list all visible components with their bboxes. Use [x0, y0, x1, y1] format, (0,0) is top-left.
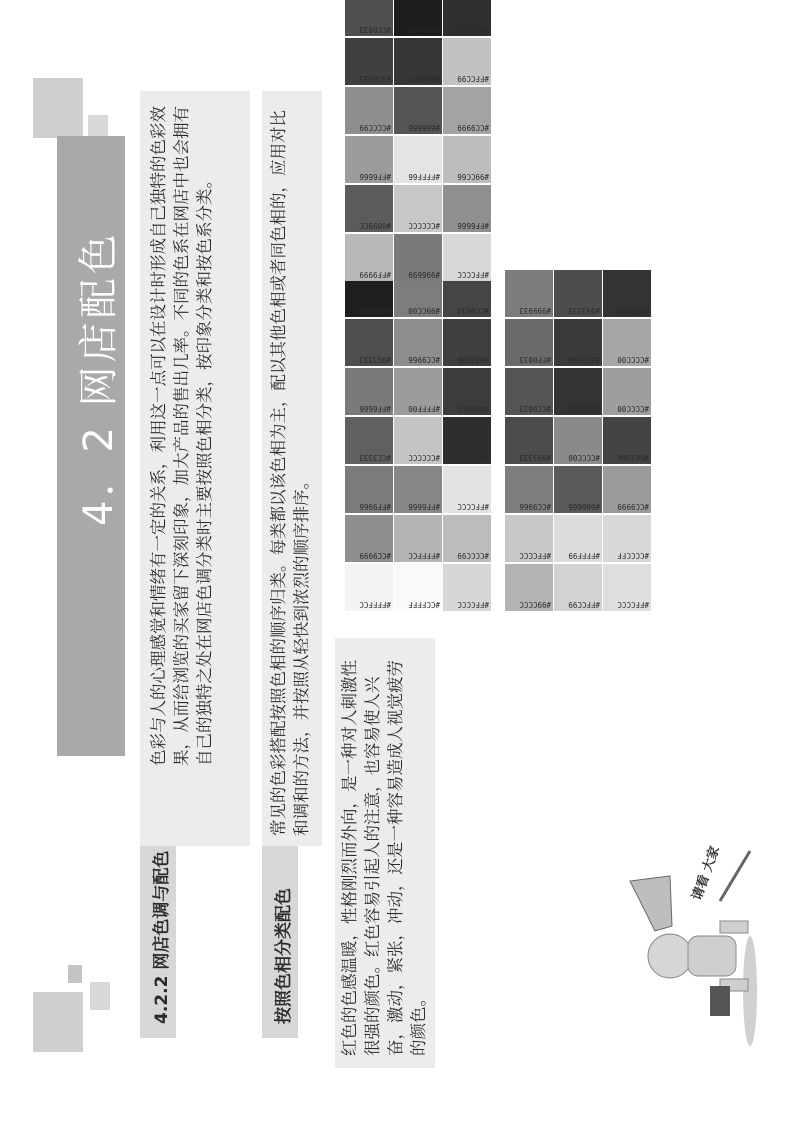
- swatch-code-label: #000000: [408, 25, 440, 34]
- subsection-paragraph: 常见的色彩搭配按照色相的顺序归类。每类都以该色相为主，配以其他色相或者同色相的，应用对比和调和的方法，并按照从轻快到浓烈的顺序排序。: [269, 110, 311, 836]
- swatch-code-label: #FFCC99: [568, 600, 600, 609]
- swatch-group-1: [345, 271, 495, 611]
- swatch-code-label: #000000: [359, 306, 391, 315]
- swatch-code-label: #CC0033: [457, 306, 489, 315]
- swatch-code-label: #CCFFFF: [408, 600, 440, 609]
- swatch-code-label: #CCCC99: [457, 551, 489, 560]
- title-banner: [57, 136, 125, 756]
- swatch-code-label: #99CCCC: [519, 600, 551, 609]
- swatch-group-3: [345, 0, 675, 281]
- swatch-code-label: #FFCC99: [457, 74, 489, 83]
- swatch-code-label: #FFFF66: [408, 172, 440, 181]
- swatch-code-label: #CC0033: [519, 404, 551, 413]
- subsection-label: 按照色相分类配色: [274, 888, 294, 1024]
- subsection-label-box: [262, 838, 298, 1038]
- swatch-code-label: #FFFFCC: [359, 600, 391, 609]
- red-paragraph: 红色的色感温暖，性格刚烈而外向，是一种对人刺激性很强的颜色。红色容易引起人的注意，也容易使人兴奋，激动，紧张，冲动，还是一种容易造成人视觉疲劳的颜色。: [340, 660, 428, 1056]
- swatch-code-label: #FFCCCC: [617, 600, 649, 609]
- megaphone-person-icon: [600, 821, 760, 1051]
- swatch-code-label: #CCCC00: [617, 355, 649, 364]
- swatch-code-label: #333399: [568, 355, 600, 364]
- swatch-code-label: #CCCCCC: [408, 453, 440, 462]
- swatch-code-label: #FF0033: [519, 355, 551, 364]
- swatch-code-label: #CC9966: [519, 502, 551, 511]
- page-title: 4．2 网店配色: [76, 230, 122, 526]
- swatch-code-label: #CCCC00: [568, 453, 600, 462]
- swatch-code-label: #99CC00: [408, 306, 440, 315]
- swatch-code-label: #666666: [408, 123, 440, 132]
- swatch-code-label: #0099CC: [359, 221, 391, 230]
- swatch-code-label: #FF6666: [359, 404, 391, 413]
- swatch-code-label: #CCCCFF: [617, 551, 649, 560]
- swatch-code-label: #996699: [408, 270, 440, 279]
- swatch-code-label: #CC0033: [359, 25, 391, 34]
- swatch-code-label: #0066CC: [457, 404, 489, 413]
- swatch-code-label: #999933: [519, 306, 551, 315]
- swatch-code-label: #993333: [359, 355, 391, 364]
- swatch-code-label: #666666: [568, 502, 600, 511]
- swatch-code-label: #993333: [519, 453, 551, 462]
- section-paragraph: 色彩与人的心理感觉和情绪有一定的关系，利用这一点可以在设计时形成自己独特的色彩效果，从而给浏览的买家留下深刻印象，加大产品的售出几率。不同的色系在网店中也会拥有自己的独特之处在网店色调分类时主要按照色相分类，按印象分类和按色系分类。: [149, 106, 214, 766]
- swatch-code-label: #003300: [457, 355, 489, 364]
- swatch-code-label: #99CC66: [457, 172, 489, 181]
- swatch-code-label: #CC9999: [617, 502, 649, 511]
- swatch-code-label: #FFFFCC: [408, 551, 440, 560]
- figure-caption: 请看 大家: [689, 844, 724, 903]
- swatch-code-label: #FF6666: [359, 172, 391, 181]
- swatch-code-label: #FF6666: [457, 221, 489, 230]
- swatch-code-label: #993333: [568, 306, 600, 315]
- swatch-code-label: #FFCCCC: [519, 551, 551, 560]
- swatch-code-label: #FF9966: [359, 502, 391, 511]
- swatch-code-label: #FFFF00: [408, 404, 440, 413]
- swatch-code-label: #CCCC00: [617, 404, 649, 413]
- swatch-code-label: #333300: [617, 306, 649, 315]
- swatch-code-label: #CC9999: [457, 123, 489, 132]
- swatch-code-label: #FF9999: [359, 270, 391, 279]
- swatch-code-label: #FFFF99: [568, 551, 600, 560]
- section-label-box: [140, 818, 176, 1038]
- swatch-code-label: #FF6666: [408, 502, 440, 511]
- swatch-code-label: #990033: [408, 74, 440, 83]
- swatch-code-label: #333333: [568, 404, 600, 413]
- swatch-group-2: [505, 271, 655, 611]
- swatch-code-label: #CC9999: [359, 551, 391, 560]
- swatch-code-label: #FFCCCC: [457, 270, 489, 279]
- swatch-code-label: #CC9966: [408, 355, 440, 364]
- megaphone-figure: [600, 821, 760, 1051]
- swatch-code-label: #FFCCCC: [457, 600, 489, 609]
- swatch-code-label: #CC3333: [359, 453, 391, 462]
- swatch-code-label: #CCCC99: [359, 123, 391, 132]
- swatch-code-label: #CCCCCC: [408, 221, 440, 230]
- swatch-code-label: #003366: [457, 453, 489, 462]
- swatch-code-label: #336633: [359, 74, 391, 83]
- swatch-code-label: #663366: [617, 453, 649, 462]
- swatch-code-label: #003399: [457, 25, 489, 34]
- swatch-code-label: #FFCCCC: [457, 502, 489, 511]
- section-label: 4.2.2 网店色调与配色: [152, 850, 172, 1024]
